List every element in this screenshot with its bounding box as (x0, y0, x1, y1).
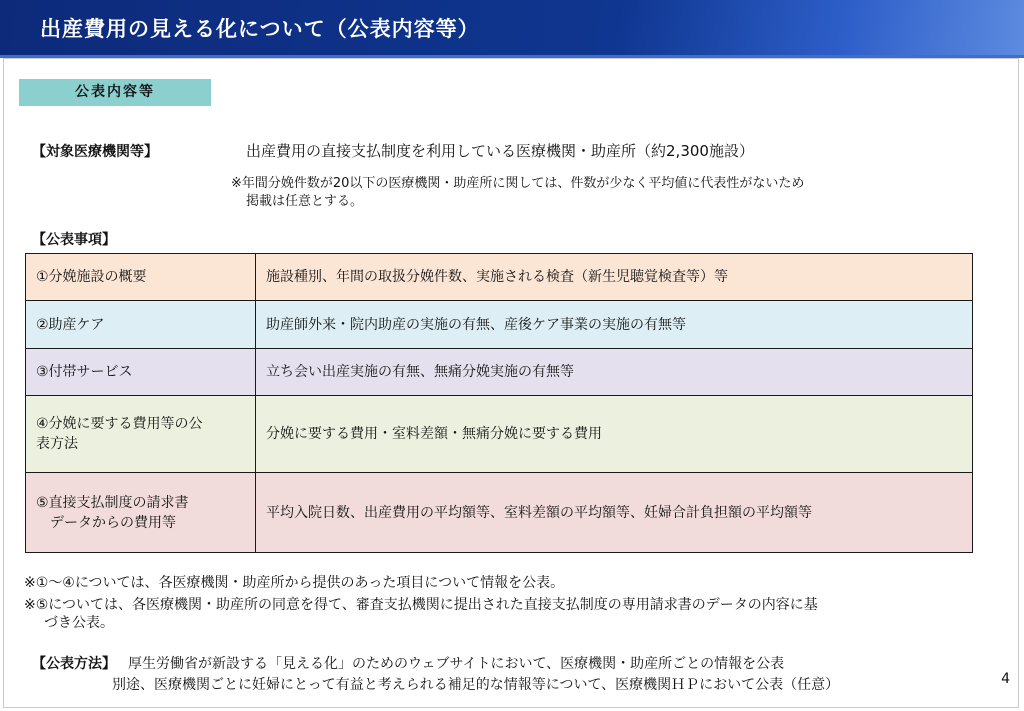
item-name: ①分娩施設の概要 (26, 254, 256, 301)
table-row (26, 396, 973, 473)
method-line2: 別途、医療機関ごとに妊婦にとって有益と考えられる補足的な情報等について、医療機関ＨＰにおいて公表（任意） (112, 677, 840, 693)
table-row (26, 349, 973, 396)
item-name-line1: ④分娩に要する費用等の公 (36, 416, 203, 432)
section-tag: 公表内容等 (19, 79, 211, 106)
item-detail: 立ち会い出産実施の有無、無痛分娩実施の有無等 (256, 349, 973, 396)
page-title: 出産費用の見える化について（公表内容等） (40, 17, 480, 41)
item-name (26, 473, 256, 553)
note-1: ※①～④については、各医療機関・助産所から提供のあった項目について情報を公表。 (24, 575, 565, 591)
item-name-line1: ⑤直接支払制度の請求書 (36, 494, 189, 511)
target-note-line2: 掲載は任意とする。 (246, 194, 364, 209)
target-value: 出産費用の直接支払制度を利用している医療機関・助産所（約2,300施設） (246, 142, 754, 160)
note-2-line2: づき公表。 (44, 615, 114, 631)
header-bar (0, 0, 1024, 58)
item-name: ②助産ケア (26, 301, 256, 349)
item-name (26, 396, 256, 473)
method-line1: 厚生労働省が新設する「見える化」のためのウェブサイトにおいて、医療機関・助産所ごとの情報を公表 (128, 656, 785, 672)
page-number: 4 (1001, 671, 1010, 687)
method-label: 【公表方法】 (32, 656, 116, 672)
items-label: 【公表事項】 (32, 232, 116, 248)
note-2-line1: ※⑤については、各医療機関・助産所の同意を得て、審査支払機関に提出された直接支払制度の専用請求書のデータの内容に基 (24, 597, 818, 613)
target-label: 【対象医療機関等】 (32, 144, 158, 160)
item-detail: 分娩に要する費用・室料差額・無痛分娩に要する費用 (256, 396, 973, 473)
items-table (25, 253, 973, 553)
table-row (26, 254, 973, 301)
item-detail: 助産師外来・院内助産の実施の有無、産後ケア事業の実施の有無等 (256, 301, 973, 349)
item-name-line2: データからの費用等 (50, 514, 176, 531)
target-note-line1: ※年間分娩件数が20以下の医療機関・助産所に関しては、件数が少なく平均値に代表性がないため (231, 176, 805, 191)
item-detail: 平均入院日数、出産費用の平均額等、室料差額の平均額等、妊婦合計負担額の平均額等 (256, 473, 973, 553)
item-detail: 施設種別、年間の取扱分娩件数、実施される検査（新生児聴覚検査等）等 (256, 254, 973, 301)
table-row (26, 473, 973, 553)
table-row (26, 301, 973, 349)
item-name-line2: 表方法 (36, 436, 78, 452)
item-name: ③付帯サービス (26, 349, 256, 396)
